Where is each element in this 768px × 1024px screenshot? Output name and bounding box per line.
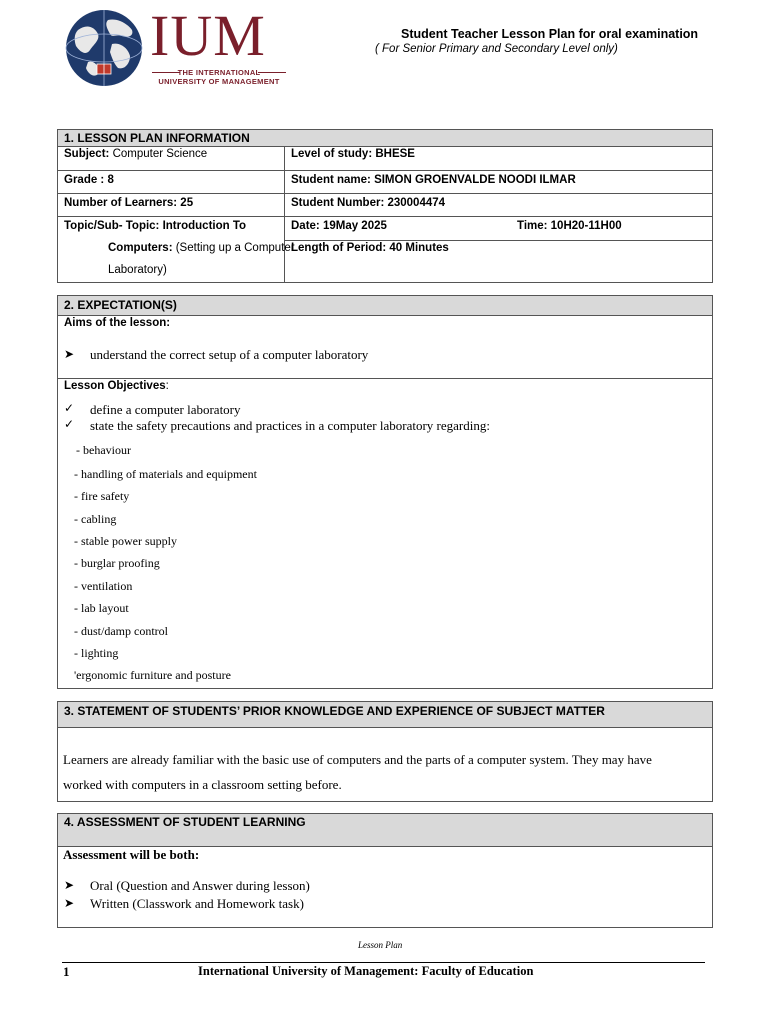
assessment-intro: Assessment will be both:: [63, 847, 200, 862]
sub-item: - burglar proofing: [74, 556, 160, 570]
level-label: Level of study:: [291, 148, 373, 160]
objectives-label: Lesson Objectives: [64, 380, 166, 392]
info-row-topic: [58, 216, 712, 283]
sub-item: - cabling: [74, 512, 117, 526]
globe-icon: [64, 8, 144, 88]
footer-label: Lesson Plan: [358, 940, 403, 950]
aims-label: Aims of the lesson:: [64, 317, 171, 329]
number-of-learners: Number of Learners: 25: [64, 197, 194, 209]
logo-subtitle-2: UNIVERSITY OF MANAGEMENT: [158, 77, 280, 86]
student-number-value: 230004474: [384, 197, 446, 209]
sub-item: - dust/damp control: [74, 624, 168, 638]
footer-rule: [62, 962, 705, 963]
sub-item: 'ergonomic furniture and posture: [74, 668, 231, 682]
sub-item: - handling of materials and equipment: [74, 467, 257, 481]
aim-item: understand the correct setup of a computer laboratory: [90, 347, 369, 362]
logo-subtitle-1: THE INTERNATIONAL: [177, 68, 261, 77]
sub-item: - lighting: [74, 646, 119, 660]
logo-wordmark: IUM: [150, 3, 266, 68]
section-heading: 2. EXPECTATION(S): [58, 296, 712, 316]
arrow-bullet-icon: ➤: [64, 347, 75, 361]
topic-line-2-bold: Computers:: [108, 242, 173, 254]
subject-label: Subject:: [64, 148, 110, 160]
document-subtitle: ( For Senior Primary and Secondary Level only): [375, 43, 618, 55]
student-number-label: Student Number:: [291, 197, 385, 209]
section-prior-knowledge: [57, 701, 713, 802]
student-name-label: Student name:: [291, 174, 371, 186]
footer-text: International University of Management: Faculty of Education: [198, 964, 534, 978]
assessment-item: Written (Classwork and Homework task): [90, 896, 304, 911]
subject-value: Computer Science: [109, 148, 208, 160]
page-number: 1: [63, 964, 70, 979]
time: Time: 10H20-11H00: [517, 220, 622, 232]
section-heading: 4. ASSESSMENT OF STUDENT LEARNING: [58, 814, 712, 847]
student-name-value: SIMON GROENVALDE NOODI ILMAR: [370, 174, 576, 186]
arrow-bullet-icon: ➤: [64, 896, 75, 910]
date-divider: [285, 240, 712, 241]
topic-line-2: (Setting up a Computer: [172, 242, 295, 254]
sub-item: - behaviour: [76, 443, 131, 457]
sub-item: - fire safety: [74, 489, 130, 503]
sub-item: - stable power supply: [74, 534, 177, 548]
prior-knowledge-line-2: worked with computers in a classroom setting before.: [63, 777, 342, 792]
assessment-item: Oral (Question and Answer during lesson): [90, 878, 310, 893]
grade: Grade : 8: [64, 174, 114, 186]
section-assessment: [57, 813, 713, 928]
checkmark-icon: ✓: [64, 401, 75, 415]
arrow-bullet-icon: ➤: [64, 878, 75, 892]
section-lesson-plan-information: [57, 129, 713, 283]
length-of-period: Length of Period: 40 Minutes: [291, 242, 449, 254]
sub-item: - lab layout: [74, 601, 129, 615]
section-expectations: [57, 295, 713, 689]
objectives-colon: :: [165, 380, 169, 392]
objective-item: define a computer laboratory: [90, 402, 241, 417]
divider: [58, 378, 712, 379]
checkmark-icon: ✓: [64, 417, 75, 431]
sub-item: - ventilation: [74, 579, 133, 593]
section-heading: 3. STATEMENT OF STUDENTS’ PRIOR KNOWLEDGE AND EXPERIENCE OF SUBJECT MATTER: [58, 702, 712, 728]
topic-line-1: Topic/Sub- Topic: Introduction To: [64, 220, 247, 232]
document-title: Student Teacher Lesson Plan for oral examination: [401, 27, 699, 41]
info-row-grade: [58, 170, 712, 193]
prior-knowledge-line-1: Learners are already familiar with the basic use of computers and the parts of a computer system. They may have: [63, 752, 652, 767]
date: Date: 19May 2025: [291, 220, 387, 232]
level-value: BHESE: [372, 148, 415, 160]
info-row-learners: [58, 193, 712, 216]
topic-line-3: Laboratory): [108, 264, 167, 276]
section-heading: 1. LESSON PLAN INFORMATION: [58, 130, 712, 147]
info-row-subject: [58, 146, 712, 170]
ium-logo: [62, 4, 288, 92]
objective-item: state the safety precautions and practices in a computer laboratory regarding:: [90, 418, 490, 433]
